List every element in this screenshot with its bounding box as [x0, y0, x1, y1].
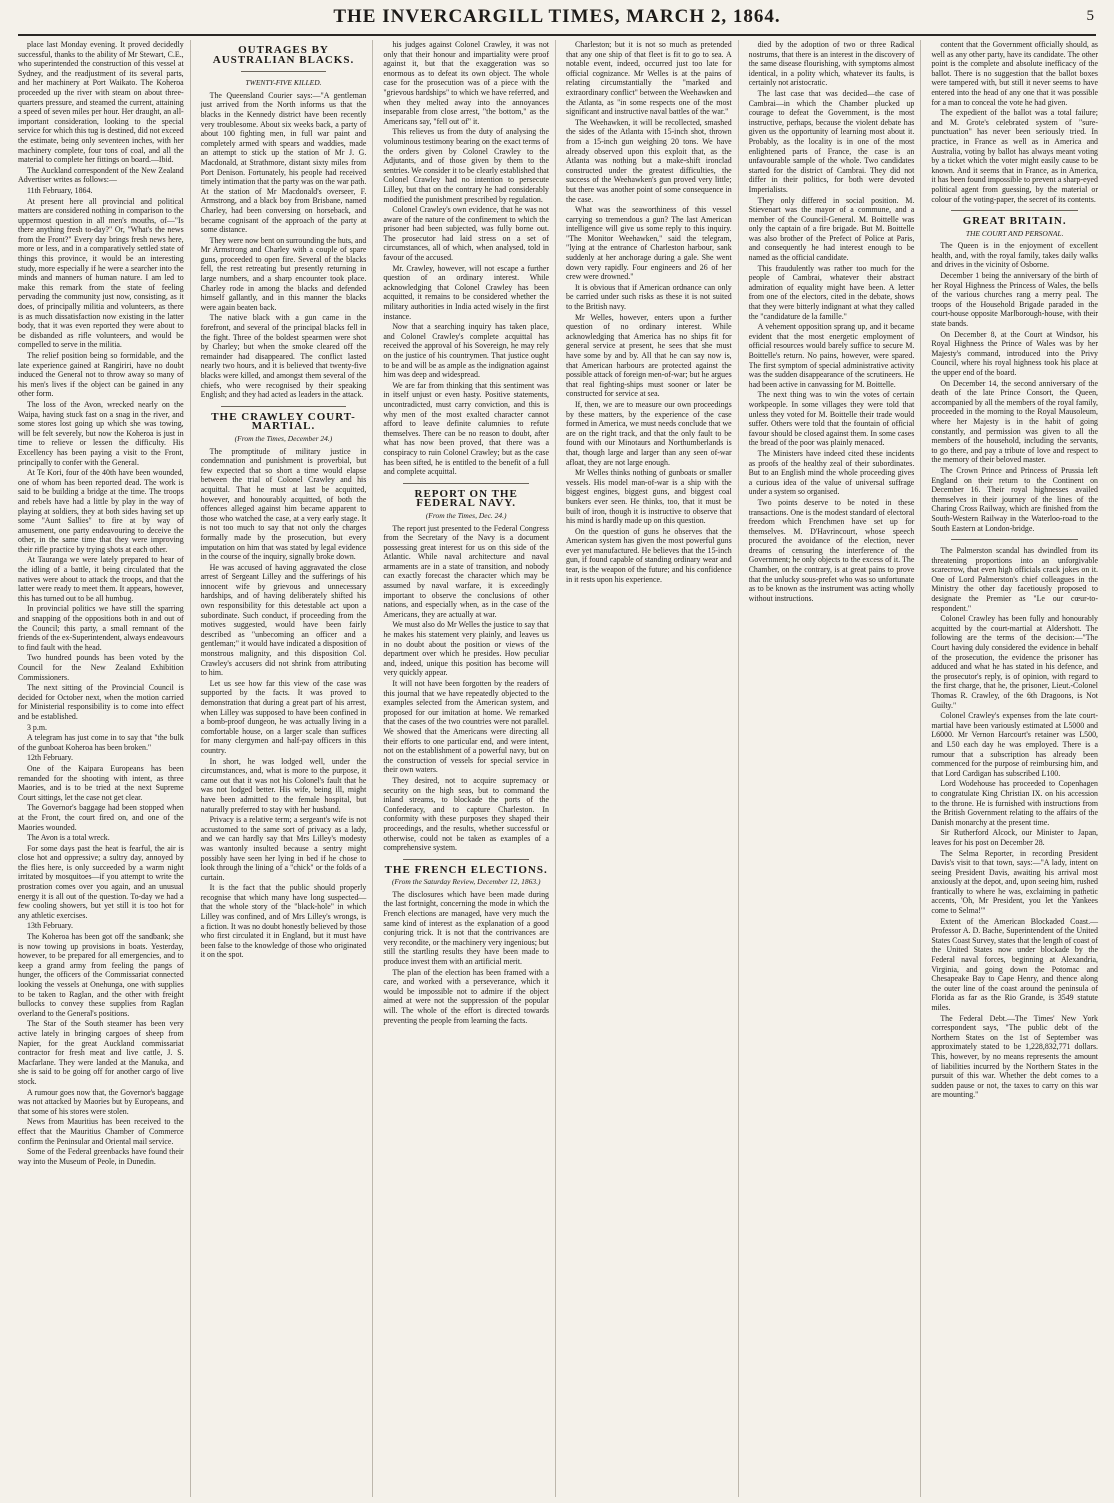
paragraph: his judges against Colonel Crawley, it was not only that their honour and impartiality were proof against it, but that the exaggeration was so enormous as to defeat its own object. The whole case for the prosecution was of a piece with the "grievous hardships" to which we have referred, and when they melted away into the annoyances inseparable from close arrest, "the bottom," as the Americans say, "fell out of" it. [383, 40, 549, 126]
col5-body [749, 40, 915, 603]
paragraph: The Avon is a total wreck. [27, 833, 110, 843]
paragraph: The Palmerston scandal has dwindled from its threatening proportions into an unforgivable scarecrow, that even high officials crack jokes on it. One of Lord Palmerston's chief colleagues in the Ministry the other day facetiously proposed to designate the Premier as "Le our cœur-to-respondent." [931, 546, 1098, 613]
paragraph: The next sitting of the Provincial Council is decided for October next, when the motion carried for Ministerial responsibility is to come into effect and be established. [18, 683, 184, 721]
paragraph: On the question of guns he observes that the American system has given the most powerful guns ever yet manufactured. He believes that the 15-inch gun, if found capable of standing ordinary wear and tear, is the weapon of the future; and his confidence in it rests upon his experience. [566, 526, 732, 584]
column-2 [201, 40, 374, 1497]
paragraph: For some days past the heat is fearful, the air is close hot and oppressive; a sultry day, annoyed by the flies here, is only succeeded by a warm night irritated by mosquitoes—if you attempt to write the prostration comes over you again, and an unusual energy it is all out of the question. To-day we had a few cooling showers, but yet still it is too hot for any athletic exercises. [18, 843, 184, 920]
subheading-court-personal: THE COURT AND PERSONAL. [965, 228, 1064, 238]
paragraph: The Governor's baggage had been stopped when at the Front, the court fired on, and one of the Maories wounded. [18, 803, 184, 832]
paragraph: We are far from thinking that this sentiment was in itself unjust or even hasty. Positive statements, uncontradicted, must carry conviction, and this is why men of the most exalted character cannot afford to leave definite calumnies to refute themselves. There can be no reason to doubt, after what has now been proved, that there was a conspiracy to ruin Colonel Crawley; but as the case has been sifted, he is entitled to the benefit of a full and complete acquittal. [383, 380, 549, 477]
paragraph: On December 14, the second anniversary of the death of the late Prince Consort, the Queen, accompanied by all the members of the royal family, proceeded in the morning to the Royal Mausoleum, where her Majesty is in the habit of going constantly, and permission was given to all the members of the household, including the servants, to go there, and pay a tribute of love and respect to the memory of their beloved master. [931, 378, 1098, 465]
article-heading-crawley: THE CRAWLEY COURT-MARTIAL. [211, 410, 356, 433]
column-5 [749, 40, 922, 1497]
paragraph: A telegram has just come in to say that "the bulk of the gunboat Koheroa has been broken." [18, 733, 184, 752]
column-1 [18, 40, 191, 1497]
article-heading-federal-navy: REPORT ON THE FEDERAL NAVY. [414, 487, 518, 510]
paragraph: 11th February, 1864. [27, 185, 93, 195]
paragraph: It is obvious that if American ordnance can only be carried under such risks as these it is not suited to the British navy. [566, 282, 732, 312]
col6-body-1 [931, 40, 1098, 204]
paragraph: The Auckland correspondent of the New Zealand Advertiser writes as follows:— [18, 165, 184, 185]
paragraph: Charleston; but it is not so much as pretended that any one ship of that fleet is fit to go to sea. A notable event, indeed, occurred just too late for official cognizance. Mr Welles is at the pains of relating circumstantially the "marked and extraordinary conflict" between the Weehawken and the Atlanta, as "in some respects one of the most significant and instructive naval battles of the war." [566, 40, 732, 117]
column-4 [566, 40, 739, 1497]
paragraph: At Tauranga we were lately prepared to hear of the idling of a battle, it being circulated that the natives were about to attack the troops, and that the latter were ready to meet them. It appears, however, this has turned out to be all humbug. [18, 555, 184, 603]
paragraph: Extent of the American Blockaded Coast.—Professor A. D. Bache, Superintendent of the United States Coast Survey, states that the length of coast of the United States now under blockade by the Federal naval forces, beginning at Alexandria, Virginia, and going down the Potomac and Chesapeake Bay to Cape Henry, and thence along the outer line of the coast around the peninsula of Florida as far as the Rio Grande, is 3549 statute miles. [931, 916, 1098, 1012]
paragraph: This fraudulently was rather too much for the people of Cambrai, whatever their abstract admiration of equality might have been. A letter from one of the electors, cited in the debate, shows that they were bitterly indignant at what they called the "candidature de la famille." [748, 263, 915, 321]
paragraph: December 1 being the anniversary of the birth of her Royal Highness the Princess of Wales, the bells of the various churches rang a merry peal. The troops of the Household Brigade paraded in the court-house opposite Marlborough-house, with their state bands. [931, 271, 1098, 329]
paragraph: The Federal Debt.—The Times' New York correspondent says, "The public debt of the Northern States on the 1st of September was approximately stated to be 1,228,832,771 dollars. This, however, by no means represents the amount of liabilities incurred by the Northern States in the pursuit of this war. Whether the debt comes to a sudden pause or not, the taxes to carry on this war are mounting." [931, 1013, 1098, 1100]
col3-body-1 [383, 40, 549, 477]
paragraph: The Crown Prince and Princess of Prussia left England on their return to the Continent on December 16. Their royal highnesses availed themselves in their journey of the lines of the Charing Cross Railway, which are finished from the South-Western Railway in the Waterloo-road to the South Eastern at London-bridge. [931, 465, 1098, 533]
paragraph: This relieves us from the duty of analysing the voluminous testimony bearing on the exact terms of the orders given by Colonel Crawley to the Adjutants, and of those given by them to the sentries. We consider it to be clearly established that Colonel Crawley had no intention to persecute Lilley, but that on the contrary he had considerably modified the punishment prescribed by regulation. [383, 127, 549, 204]
paragraph: The promptitude of military justice in condemnation and punishment is proverbial, but few expected that so short a time would elapse between the trial of Colonel Crawley and his acquittal. That he must at last be acquitted, however, and honourably acquitted, of both the offences alleged against him became apparent to those who watched the case, at a very early stage. It is not too much to say that not only the charges formally made by the prosecution, but every imputation on him that was stated by legal evidence in the course of the inquiry, signally broke down. [200, 446, 367, 562]
paragraph: The native black with a gun came in the forefront, and several of the principal blacks fell in the fight. Three of the boldest spearmen were shot by Charley; but when the smoke cleared off the remainder had disappeared. The conflict lasted nearly two hours, and it is believed that twenty-five blacks were killed, and amongst them several of the chiefs, who were recognised by their speaking English; and they had acted as leaders in the attack. [200, 313, 367, 400]
paragraph: The disclosures which have been made during the last fortnight, concerning the mode in which the French elections are managed, have very much the same kind of interest as the explanation of a good conjuring trick. It is not that the contrivances are very recondite, or the machinery very ingenious; but still the startling results they have been made to produce invest them with an artificial merit. [383, 889, 549, 967]
paragraph: Lord Wodehouse has proceeded to Copenhagen to congratulate King Christian IX. on his accession to the throne. He is furnished with instructions from the British Government relating to the affairs of the Danish monarchy at the present time. [931, 779, 1098, 827]
paragraph: At present here all provincial and political matters are considered nothing in comparison to the uppermost question in all men's mouths, of—"Is there anything fresh to-day?" Or, "What's the news from the Front?" Every day brings fresh news here, more or less, and in a comparatively settled state of things this province, it would be an interesting study, more especially if he were a searcher into the minds and manners of human nature. I am led to make this remark from the state of feeling pervading the community just now, consisting, as it does, of principally militia and volunteers, as there is as much dissatisfaction now existing in the latter body, that it was even reported they were about to be disbanded as rifle volunteers, and would be compelled to serve in the militia. [18, 196, 184, 350]
paragraph: At Te Kori, four of the 40th have been wounded, one of whom has been reported dead. The work is said to be building a bridge at the time. The troops and rebels have had a little by play in the way of playing at soldiers, they at both sides having set up some "Aunt Sallies" to fire at by way of amusement, one party endeavouring to deceive the other, in the same time that they were improving their rifle practice by trying shots at each other. [18, 468, 184, 554]
paragraph: Colonel Crawley's expenses from the late court-martial have been variously estimated at L5000 and L6000. Mr Vernon Harcourt's retainer was L500, and L50 each day he was employed. There is a rumour that a subscription has already been commenced for the purpose of reimbursing him, and that Lord Cardigan has subscribed L100. [931, 711, 1098, 778]
paragraph: Mr Welles, however, enters upon a further question of no ordinary interest. While acknowledging that America has no ships fit for general service at present, he sees that she must have some by and by. All that he can say now is, that American harbours are protected against the possible attack of foreign men-of-war; but he argues that real fighting-ships must sooner or later be constructed for service at sea. [566, 312, 732, 399]
col2-body-2 [201, 447, 367, 960]
paragraph: What was the seaworthiness of this vessel carrying so tremendous a gun? The last American intelligence will give us some reply to this inquiry. "The Monitor Weehawken," said the telegram, "lying at the entrance of Charleston harbour, sank suddenly at her anchorage during a gale. She went down very rapidly. Four engineers and 26 of her crew were drowned." [566, 205, 732, 282]
col3-body-3 [383, 890, 549, 1025]
paragraph: A rumour goes now that, the Governor's baggage was not attacked by Maories but by Europeans, and that some of his stores were stolen. [18, 1087, 184, 1116]
page-number: 5 [1086, 8, 1094, 24]
paragraph: It is the fact that the public should properly recognise that which many have long suspected—that the whole story of the "black-hole" in which Lilley was confined, and of Mrs Lilley's wrongs, is a fiction. It was no doubt honestly believed by those who first circulated it in England, but it must have been false to the knowledge of those who originated it on the spot. [200, 883, 367, 960]
paragraph: The loss of the Avon, wrecked nearly on the Waipa, having stuck fast on a snag in the river, and some stores lost going up which she was towing, will be felt severely, but now the Koheroa is just in time to relieve or lessen the difficulty. His Excellency has been paying a visit to the Front, principally to confer with the General. [18, 399, 184, 467]
paragraph: Privacy is a relative term; a sergeant's wife is not accustomed to the same sort of privacy as a lady, and we can hardly say that Mrs Lilley's modesty was wantonly insulted because a sentry might possibly have seen her lying in bed if he chose to look through the lining of a "chick" or the folds of a curtain. [200, 815, 367, 882]
paragraph: The plan of the election has been framed with a care, and worked with a perseverance, which it would be impossible not to admire if the object aimed at were not the suppression of the popular will. The whole of the effort is directed towards preventing the people from learning the facts. [383, 967, 549, 1025]
paragraph: The last case that was decided—the case of Cambrai—in which the Chamber plucked up courage to defeat the Government, is the most instructive, perhaps, because the violent debate has given us the opportunity of learning most about it. Probably, as the locality is in one of the most enlightened parts of France, the case is an unfavourable sample of the whole. Two candidates started for the district of Cambrai. They did not differ in their politics, for both were devoted Imperialists. [748, 88, 915, 194]
paragraph: 12th February. [27, 753, 73, 763]
divider [403, 859, 529, 860]
paragraph: place last Monday evening. It proved decidedly successful, thanks to the ability of Mr Stewart, C.E., who superintended the construction of this vessel at Sydney, and the readjustment of its several parts, and her machinery at Port Waikato. The Koheroa proceeded up the river with steam on about three-quarters pressure, and steamed the current, attaining a speed of seven miles per hour. Her draught, an all-important consideration, looking to the special service for which this tug is destined, did not exceed the estimate, being only seventeen inches, with her machinery complete, four tons of coal, and all the material to complete her fittings on board.—Ibid. [18, 40, 184, 165]
paragraph: They were now bent on surrounding the huts, and Mr Armstrong and Charley with a couple of spare guns, proceeded to open fire. Several of the blacks fell, the rest retreating but presently returning in large numbers, and a sharp encounter took place. Charley rode in among the blacks and defended himself gallantly, and in this manner the blacks were again beaten back. [200, 235, 367, 312]
paragraph: They desired, not to acquire supremacy or security on the high seas, but to command the inland streams, to blockade the ports of the Confederacy, and to capture Charleston. In conformity with these purposes they shaped their proceedings, and the results, whether successful or otherwise, could not be taken as examples of a comprehensive system. [383, 775, 549, 853]
paragraph: The Selma Reporter, in recording President Davis's visit to that town, says:—"A lady, intent on seeing President Davis, awaiting his arrival most anxiously at the depot, and, upon seeing him, rushed frantically to where he was, exclaiming in pathetic accents, 'Oh, Mr President, you let the Yankees come to Selma!'" [931, 848, 1098, 916]
paragraph: The Ministers have indeed cited these incidents as proofs of the healthy zeal of their subordinates. But to an English mind the whole proceeding gives a curious idea of the value of universal suffrage under a system so organised. [748, 448, 915, 497]
column-6 [931, 40, 1104, 1497]
paragraph: 3 p.m. [27, 722, 47, 732]
paragraph: The report just presented to the Federal Congress from the Secretary of the Navy is a document possessing great interest for us on this side of the Atlantic. While naval architecture and naval armaments are in a state of transition, and nobody can exactly forecast the character which may be assumed by naval warfare, it is exceedingly important to observe the conclusions of other nations, and especially when, as in the case of the Americans, they are actually at war. [383, 523, 549, 619]
divider [951, 539, 1078, 540]
subheading-navy-source: (From the Times, Dec. 24.) [425, 510, 507, 520]
divider [403, 483, 529, 484]
paragraph: We must also do Mr Welles the justice to say that he makes his statement very plainly, and leaves us in no doubt about the position or views of the department over which he presides. How peculiar and, indeed, unique this position has become will very quickly appear. [383, 620, 549, 678]
paragraph: They only differed in social position. M. Stievenart was the mayor of a commune, and a member of the Council-General. M. Boittelle was only the captain of a fire brigade. But M. Boittelle was also brother of the Prefect of Police at Paris, and consequently he had interest enough to be named as the official candidate. [748, 195, 915, 263]
paragraph: Now that a searching inquiry has taken place, and Colonel Crawley's complete acquittal has received the approval of his Sovereign, he may rely on the justice of his countrymen. That justice ought to be and will be as ample as the indignation against him was deep and widespread. [383, 322, 549, 380]
paragraph: The Star of the South steamer has been very active lately in bringing cargoes of sheep from Napier, for the great Auckland commissariat contractor for fresh meat and live cattle, J. S. Macfarlane. They were landed at the Manuka, and she is said to be going off for another cargo of live stock. [18, 1019, 184, 1086]
masthead [18, 4, 1096, 36]
paragraph: The relief position being so formidable, and the late experience gained at Rangiriri, have no doubt induced the General not to throw away so many of his men's lives if the object can be gained in any other form. [18, 351, 184, 399]
col6-body-3 [931, 546, 1098, 1100]
col2-body-1 [201, 91, 367, 400]
columns [18, 40, 1104, 1497]
paragraph: In short, he was lodged well, under the circumstances, and, what is more to the purpose, it came out that it was not his Colonel's fault that he was not lodged better. His wife, being ill, might have been admitted to the female hospital, but naturally preferred to stay with her husband. [200, 756, 367, 814]
paragraph: died by the adoption of two or three Radical nostrums, that there is an interest in the discovery of the same disease flourishing, with symptoms almost identical, in a polity which, whatever its faults, is certainly not aristocratic. [748, 40, 915, 88]
article-heading-french-elections: THE FRENCH ELECTIONS. [384, 863, 548, 876]
paragraph: News from Mauritius has been received to the effect that the Mauritius Chamber of Commerce confirm the Peninsular and Oriental mail service. [18, 1117, 184, 1146]
paragraph: It will not have been forgotten by the readers of this journal that we have repeatedly objected to the examples selected from the American system, and proposed for our imitation at home. We remarked that the cases of the two countries were not parallel. We showed that the Americans were directing all their efforts to one particular end, and were intent, not on the establishment of a powerful navy, but on the construction of vessels for special service in their own waters. [383, 679, 549, 775]
paragraph: 13th February. [27, 921, 73, 931]
column-3 [383, 40, 556, 1497]
paragraph: content that the Government officially should, as well as any other party, have its candidate. The other point is the complete and absolute inefficacy of the ballot. There is no suggestion that the ballot boxes were tampered with, but still it never seems to have entered into the head of any one that it was possible for a man to conceal the vote he had given. [931, 40, 1098, 107]
paragraph: A vehement opposition sprang up, and it became evident that the most energetic employment of official resources would barely suffice to secure M. Boittelle's return. No pains, however, were spared. The first symptom of special administrative activity was the sudden disappearance of the scrutineers. He had been active in canvassing for M. Boittelle. [748, 322, 915, 389]
subheading-elections-source: (From the Saturday Review, December 12, 1863.) [391, 877, 541, 887]
paragraph: The Queensland Courier says:—"A gentleman just arrived from the North informs us that the blacks in the Kennedy district have been recently very troublesome. About six weeks back, a party of about 100 fighting men, in full war paint and completely armed with spears and waddies, made an attempt to stick up the station of Mr J. G. Macdonald, at Strathmore, distant sixty miles from Port Denison. Fortunately, his people had received timely intimation that the party was on the war path. At the station of Mr Macdonald's overseer, F. Armstrong, and a black boy from Brisbane, named Charley, had been conversing on horseback, and became cognisant of the approach of the party at some distance. [200, 90, 367, 235]
paragraph: If, then, we are to measure our own proceedings by these matters, by the experience of the case formed in America, we must needs conclude that we are on the right track, and that the only fault to be found with our Minotaurs and Northumberlands is that, though large and larger than any seen of-war afloat, they are not large enough. [566, 399, 732, 467]
paragraph: On December 8, at the Court at Windsor, his Royal Highness the Prince of Wales was by her Majesty's command, introduced into the Privy Council, where his royal highness took his place at the upper end of the board. [931, 329, 1098, 377]
paragraph: The Koheroa has been got off the sandbank; she is now towing up provisions in boats. Yesterday, however, to be prepared for all emergencies, and to keep a grand army from feeling the pangs of hunger, the officers of the Commissariat connected looking the vessels at Onehunga, one with supplies to be taken to Raglan, and the other with freight bullocks to convey these supplies from Raglan overland to the General's positions. [18, 932, 184, 1018]
paragraph: Mr Welles thinks nothing of gunboats or smaller vessels. His model man-of-war is a ship with the biggest engines, biggest guns, and biggest coal bunkers ever seen. He thinks, too, that it must be built of iron, though it is instructive to observe that his mind is hardly made up on this question. [566, 468, 732, 526]
subheading-crawley-source: (From the Times, December 24.) [234, 433, 333, 443]
paragraph: The Weehawken, it will be recollected, smashed the sides of the Atlanta with 15-inch shot, thrown from a 15-inch gun weighing 20 tons. We have already observed upon this exploit that, as the Atlanta was nothing but a make-shift ironclad constructed under the greatest difficulties, the success of the Weehawken's gun proved very little; but there was another point of some consequence in the case. [566, 117, 732, 204]
newspaper-title: THE INVERCARGILL TIMES, MARCH 2, 1864. [333, 6, 781, 27]
paragraph: Colonel Crawley has been fully and honourably acquitted by the court-martial at Aldershott. The following are the terms of the decision:—"The Court having duly considered the evidence in behalf of the prosecution, the evidence the prisoner has adduced and what he has stated in his defence, and the prosecutor's reply, is of opinion, with regard to the first charge, that he, the prisoner, Lieut.-Colonel Thomas R. Crawley, of the 6th Dragoons, is Not Guilty." [931, 614, 1098, 710]
article-heading-outrages: OUTRAGES BY AUSTRALIAN BLACKS. [212, 44, 355, 66]
col1-body [18, 40, 184, 1166]
paragraph: Colonel Crawley's own evidence, that he was not aware of the nature of the confinement to which the prisoner had been subjected, was fully borne out. The prosecutor had laid stress on a set of circumstances, all of which, when analysed, told in favour of the accused. [383, 205, 549, 263]
col6-body-2 [931, 241, 1098, 533]
paragraph: Two points deserve to be noted in these transactions. One is the modest standard of electoral freedom which Frenchmen have set up for themselves. M. D'Havrincourt, whose speech procured the avoidance of the election, never dreams of censuring the interference of the Government; he only objects to the excess of it. The Chamber, on the contrary, is at great pains to prove that the unlucky sous-prefet who was so unfortunate as to be known as the instrument was acting wholly without instructions. [748, 497, 915, 603]
article-heading-great-britain: GREAT BRITAIN. [962, 215, 1067, 228]
divider [221, 406, 347, 407]
paragraph: Let us see how far this view of the case was supported by the facts. It was proved to demonstration that during a great part of his arrest, when Lilley was supposed to have been confined in a bomb-proof dungeon, he was actually living in a comfortable house, on a larger scale than suffices for many clergymen and half-pay officers in this country. [200, 678, 367, 755]
col3-body-2 [383, 524, 549, 853]
paragraph: One of the Kaipara Europeans has been remanded for the shooting with intent, as three Maories, and is to be tried at the next Supreme Court sittings, let the case not get clear. [18, 763, 184, 802]
subheading-killed: TWENTY-FIVE KILLED. [245, 78, 322, 88]
col4-body [566, 40, 732, 584]
paragraph: Sir Rutherford Alcock, our Minister to Japan, leaves for his post on December 28. [931, 828, 1098, 847]
paragraph: The Queen is in the enjoyment of excellent health, and, with the royal family, takes daily walks and drives in the vicinity of Osborne. [931, 241, 1098, 270]
paragraph: Some of the Federal greenbacks have found their way into the Museum of Peole, in Dunedin. [18, 1147, 184, 1166]
paragraph: The next thing was to win the votes of certain workpeople. In some villages they were told that unless they voted for M. Boittelle their trade would suffer. Others were told that the fountain of official favour should be closed against them. In some cases the bread of the poor was plainly menaced. [748, 390, 915, 448]
divider [951, 210, 1078, 211]
divider [241, 71, 327, 72]
paragraph: The expedient of the ballot was a total failure; and M. Grote's celebrated system of "sure-punctuation" has never been seriously tried. In practice, in France as well as in America and Australia, voting by ballot has always meant voting by a ticket which the voter might easily cause to be known. And it seems that in France, as in America, it has been found impossible to prevent a sharp-eyed political agent from guessing, by the material or colour of the voting-paper, the secret of its contents. [931, 108, 1098, 204]
paragraph: Mr. Crawley, however, will not escape a further question of an ordinary interest. While acknowledging that Colonel Crawley has been acquitted, it remains to be considered whether the military authorities in India acted wisely in the first instance. [383, 263, 549, 321]
paragraph: In provincial politics we have still the sparring and snapping of the oppositions both in and out of the Council; this party, a small remnant of the friends of the ex-Superintendent, always endeavours to find fault with the head. [18, 604, 184, 652]
paragraph: Two hundred pounds has been voted by the Council for the New Zealand Exhibition Commissioners. [18, 653, 184, 682]
paragraph: He was accused of having aggravated the close arrest of Sergeant Lilley and the sufferings of his innocent wife by grievous and unnecessary hardships, and of having deliberately shifted his own responsibility for this detestable act upon a subordinate. Such conduct, if proceeding from the motives suggested, would have been fairly described as "unbecoming an officer and a gentleman;" it would have indicated a disposition of monstrous malignity, and this disposition Col. Crawley's accusers did not shrink from attributing to him. [200, 562, 367, 678]
